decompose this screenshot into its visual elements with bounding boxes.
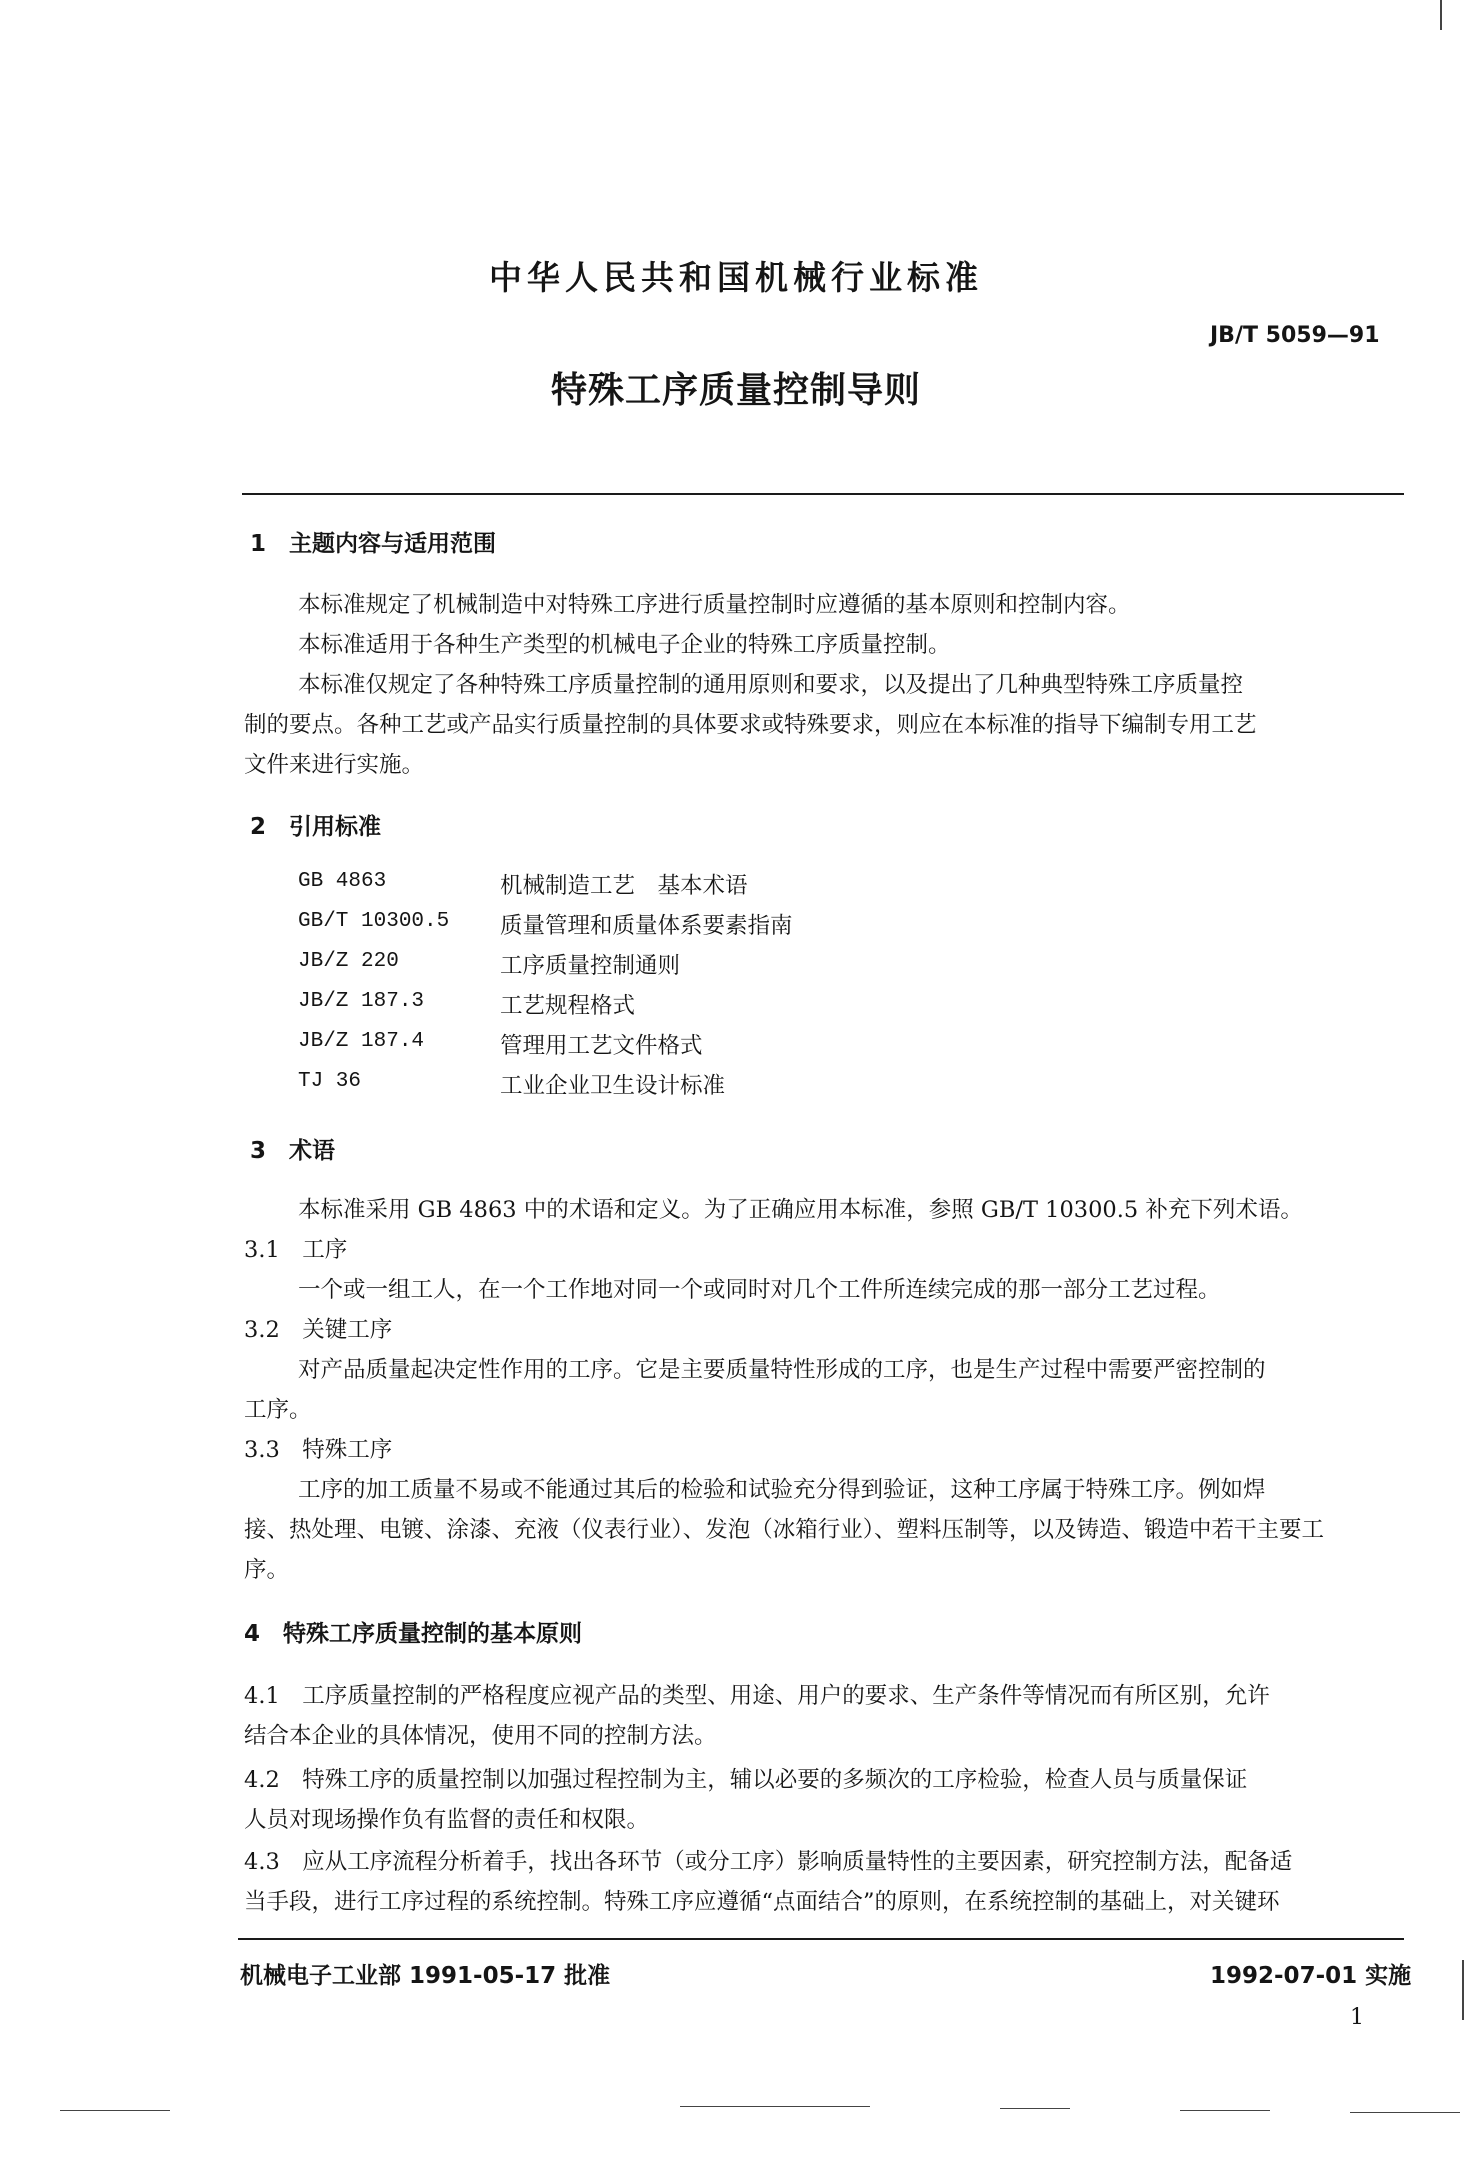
reference-code: JB/Z 187.4 (298, 1030, 425, 1053)
section-1-paragraph-3-line-2: 制的要点。各种工艺或产品实行质量控制的具体要求或特殊要求，则应在本标准的指导下编制专用工艺 (244, 712, 1257, 738)
section-2-heading: 2 引用标准 (250, 814, 382, 840)
term-3-1-heading: 3.1 工序 (244, 1237, 348, 1263)
section-1-paragraph-3-line-3: 文件来进行实施。 (244, 752, 425, 778)
term-3-1-definition: 一个或一组工人，在一个工作地对同一个或同时对几个工件所连续完成的那一部分工艺过程。 (298, 1277, 1221, 1303)
clause-4-1-line-1: 4.1 工序质量控制的严格程度应视产品的类型、用途、用户的要求、生产条件等情况而有所区别，允许 (244, 1683, 1270, 1709)
effective-date: 1992-07-01 实施 (1210, 1963, 1412, 1989)
scan-artifact-line (60, 2110, 170, 2111)
header-divider (242, 493, 1404, 495)
document-title: 特殊工序质量控制导则 (550, 370, 921, 411)
issuing-body-title: 中华人民共和国机械行业标准 (489, 258, 983, 297)
reference-code: TJ 36 (298, 1070, 362, 1093)
reference-title: 管理用工艺文件格式 (500, 1033, 703, 1059)
page-number: 1 (1350, 2005, 1364, 2030)
term-3-2-heading: 3.2 关键工序 (244, 1317, 393, 1343)
term-3-2-definition-line-1: 对产品质量起决定性作用的工序。它是主要质量特性形成的工序，也是生产过程中需要严密控制的 (298, 1357, 1266, 1383)
footer-divider (238, 1938, 1404, 1940)
clause-4-2-line-2: 人员对现场操作负有监督的责任和权限。 (244, 1807, 650, 1833)
clause-4-2-line-1: 4.2 特殊工序的质量控制以加强过程控制为主，辅以必要的多频次的工序检验，检查人员与质量保证 (244, 1767, 1248, 1793)
approval-note: 机械电子工业部 1991-05-17 批准 (240, 1963, 611, 1989)
reference-title: 工艺规程格式 (500, 993, 636, 1019)
section-1-paragraph-2: 本标准适用于各种生产类型的机械电子企业的特殊工序质量控制。 (298, 632, 951, 658)
reference-code: JB/Z 187.3 (298, 990, 425, 1013)
reference-title: 工序质量控制通则 (500, 953, 681, 979)
scan-artifact-line (1000, 2108, 1070, 2109)
reference-code: GB 4863 (298, 870, 387, 893)
section-1-paragraph-1: 本标准规定了机械制造中对特殊工序进行质量控制时应遵循的基本原则和控制内容。 (298, 592, 1131, 618)
section-3-intro: 本标准采用 GB 4863 中的术语和定义。为了正确应用本标准，参照 GB/T 10300.5 补充下列术语。 (298, 1197, 1303, 1223)
scan-artifact-line (1350, 2112, 1460, 2113)
reference-title: 机械制造工艺 基本术语 (500, 873, 748, 899)
clause-4-3-line-1: 4.3 应从工序流程分析着手，找出各环节（或分工序）影响质量特性的主要因素，研究控制方法，配备适 (244, 1849, 1293, 1875)
section-1-heading: 1 主题内容与适用范围 (250, 531, 497, 557)
term-3-2-definition-line-2: 工序。 (244, 1397, 312, 1423)
term-3-3-definition-line-1: 工序的加工质量不易或不能通过其后的检验和试验充分得到验证，这种工序属于特殊工序。例如焊 (298, 1477, 1266, 1503)
term-3-3-heading: 3.3 特殊工序 (244, 1437, 393, 1463)
reference-code: GB/T 10300.5 (298, 910, 450, 933)
scan-artifact-edge-mark (1440, 0, 1442, 30)
scan-artifact-line (1180, 2110, 1270, 2111)
term-3-3-definition-line-2: 接、热处理、电镀、涂漆、充液（仪表行业）、发泡（冰箱行业）、塑料压制等，以及铸造、锻造中若干主要工 (244, 1517, 1325, 1543)
standard-code: JB/T 5059—91 (1210, 323, 1380, 348)
scan-artifact-line (680, 2106, 870, 2107)
clause-4-1-line-2: 结合本企业的具体情况，使用不同的控制方法。 (244, 1723, 717, 1749)
reference-code: JB/Z 220 (298, 950, 399, 973)
clause-4-3-line-2: 当手段，进行工序过程的系统控制。特殊工序应遵循“点面结合”的原则，在系统控制的基础上，对关键环 (244, 1889, 1280, 1915)
section-4-heading: 4 特殊工序质量控制的基本原则 (244, 1621, 583, 1647)
reference-title: 质量管理和质量体系要素指南 (500, 913, 793, 939)
reference-title: 工业企业卫生设计标准 (500, 1073, 726, 1099)
term-3-3-definition-line-3: 序。 (244, 1557, 290, 1583)
scan-artifact-edge-mark (1462, 1960, 1464, 2020)
section-3-heading: 3 术语 (250, 1138, 336, 1164)
section-1-paragraph-3-line-1: 本标准仅规定了各种特殊工序质量控制的通用原则和要求，以及提出了几种典型特殊工序质量控 (298, 672, 1244, 698)
